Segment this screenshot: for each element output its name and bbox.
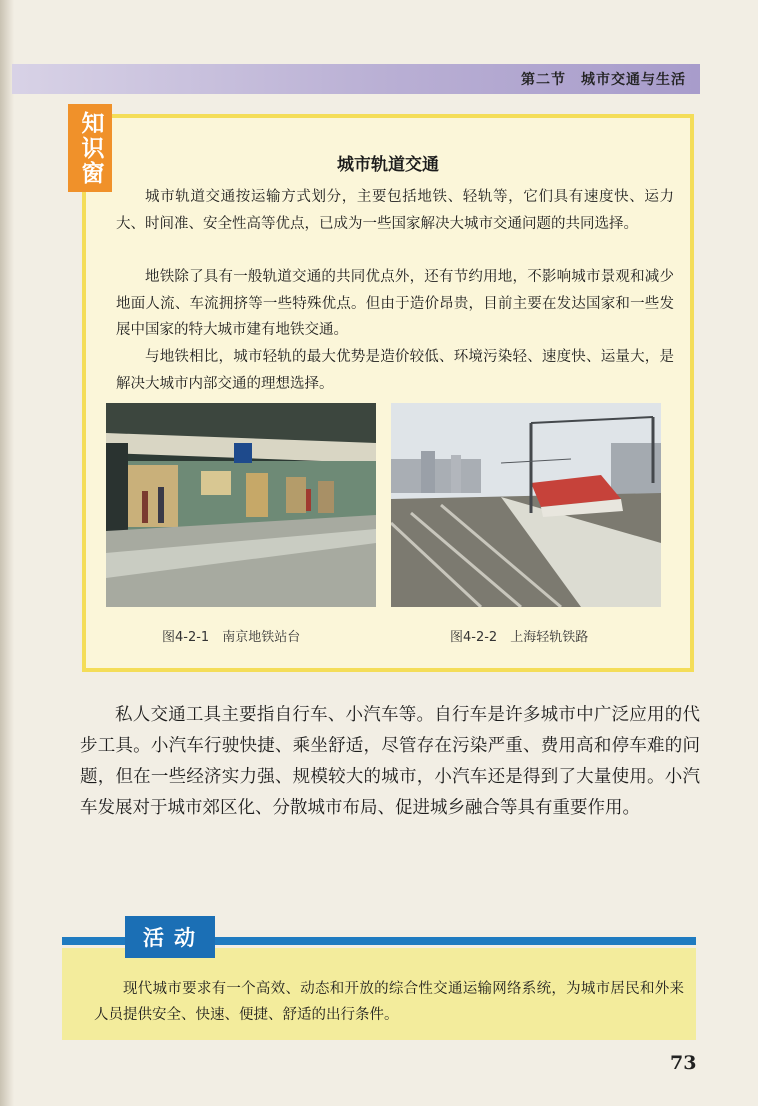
page-gutter-shadow bbox=[0, 0, 14, 1106]
knowledge-paragraph-3: 与地铁相比，城市轻轨的最大优势是造价较低、环境污染轻、速度快、运量大，是解决大城市内部交通的理想选择。 bbox=[116, 349, 674, 392]
shanghai-light-rail-photo bbox=[391, 403, 661, 607]
private-transport-paragraph: 私人交通工具主要指自行车、小汽车等。自行车是许多城市中广泛应用的代步工具。小汽车行驶快捷、乘坐舒适，尽管存在污染严重、费用高和停车难的问题，但在一些经济实力强、规模较大的城市，小汽车还是得到了大量使用。小汽车发展对于城市郊区化、分散城市布局、促进城乡融合等具有重要作用。 bbox=[80, 705, 700, 818]
knowledge-paragraph-1: 城市轨道交通按运输方式划分，主要包括地铁、轻轨等，它们具有速度快、运力大、时间准、安全性高等优点，已成为一些国家解决大城市交通问题的共同选择。 bbox=[116, 189, 674, 232]
nanjing-metro-photo bbox=[106, 403, 376, 607]
knowledge-window-tag bbox=[68, 104, 112, 192]
knowledge-window-title: 城市轨道交通 bbox=[337, 155, 439, 175]
section-title: 第二节 城市交通与生活 bbox=[521, 72, 686, 88]
activity-text: 现代城市要求有一个高效、动态和开放的综合性交通运输网络系统，为城市居民和外来人员提供安全、快速、便捷、舒适的出行条件。 bbox=[94, 981, 684, 1023]
knowledge-paragraph-2: 地铁除了具有一般轨道交通的共同优点外，还有节约用地，不影响城市景观和减少地面人流、车流拥挤等一些特殊优点。但由于造价昂贵，目前主要在发达国家和一些发展中国家的特大城市建有地铁交通。 bbox=[116, 269, 674, 338]
figure-caption-1: 图4-2-1 南京地铁站台 bbox=[162, 630, 301, 645]
page-number: 73 bbox=[670, 1052, 697, 1074]
activity-tag: 活动 bbox=[125, 916, 215, 958]
knowledge-window-tag-text: 知识窗 bbox=[77, 110, 104, 186]
figure-caption-2: 图4-2-2 上海轻轨铁路 bbox=[450, 630, 589, 645]
section-header-band bbox=[12, 64, 700, 94]
